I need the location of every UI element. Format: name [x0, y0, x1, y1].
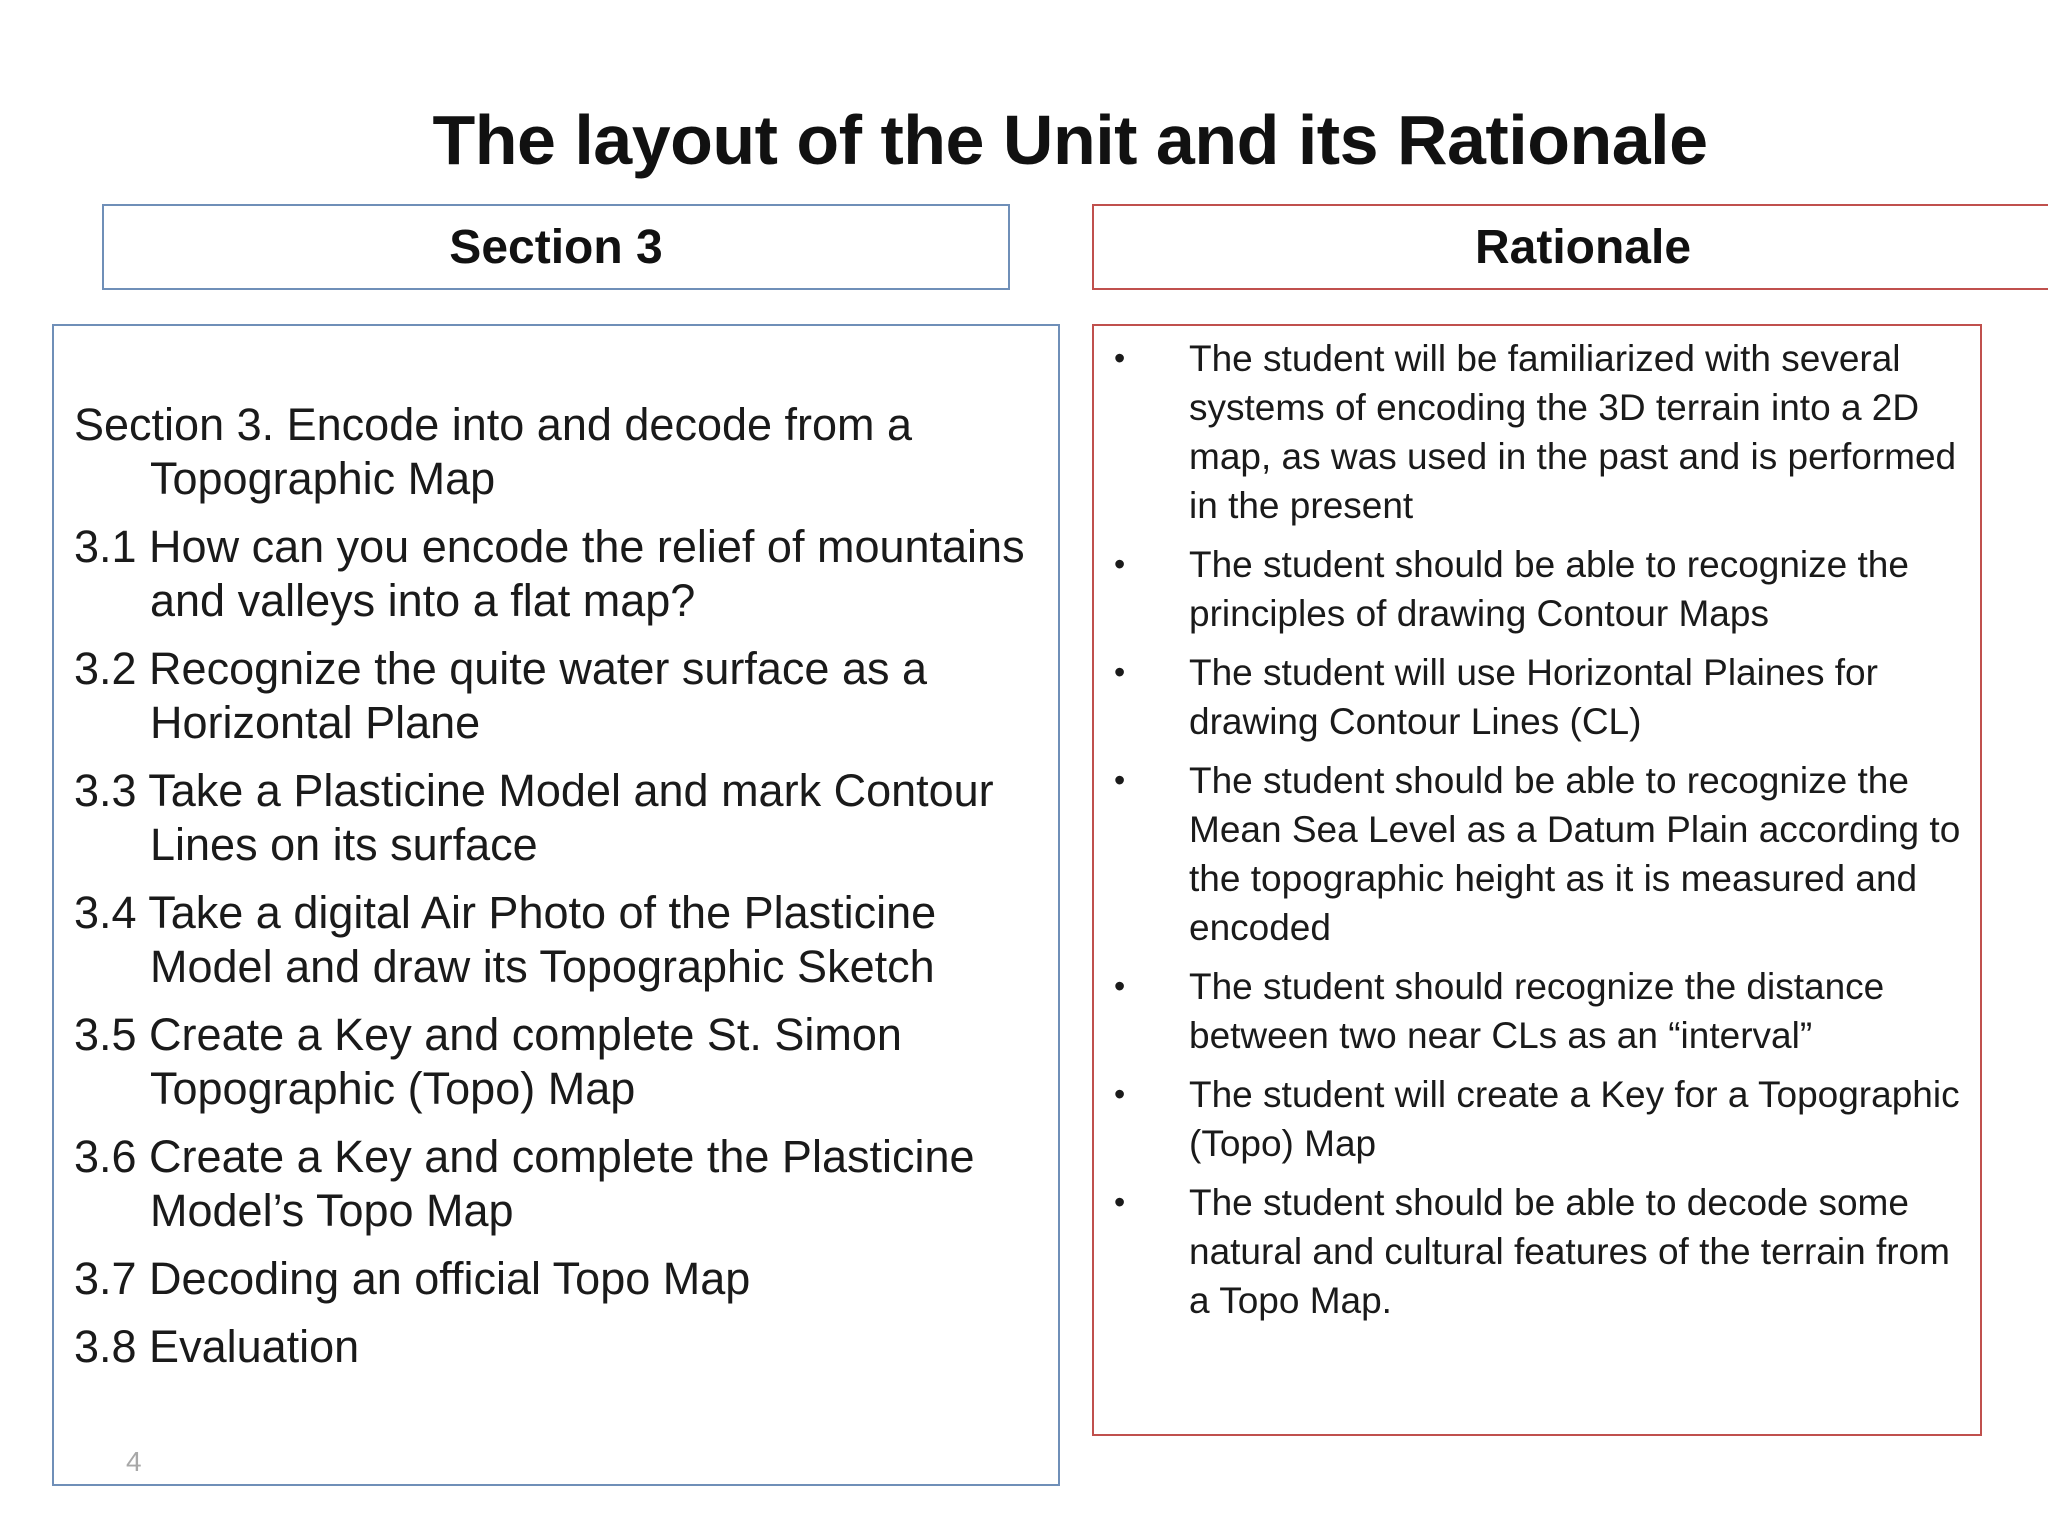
rationale-item-text: The student will be familiarized with several systems of encoding the 3D terrain into a 2D map, as was used in the past and is performed in the present [1189, 338, 1957, 526]
section-item: 3.3 Take a Plasticine Model and mark Contour Lines on its surface [74, 765, 994, 870]
rationale-item-text: The student should recognize the distance between two near CLs as an “interval” [1189, 966, 1885, 1056]
bullet-icon: • [1114, 1184, 1126, 1220]
rationale-item-text: The student should be able to decode some natural and cultural features of the terrain from a Topo Map. [1189, 1182, 1950, 1321]
bullet-icon: • [1114, 1076, 1126, 1112]
rationale-panel [1092, 324, 1982, 1436]
section-item: 3.2 Recognize the quite water surface as a Horizontal Plane [74, 643, 928, 748]
rationale-item-text: The student should be able to recognize the Mean Sea Level as a Datum Plain according to the topographic height as it is measured and encoded [1189, 760, 1961, 948]
rationale-item-text: The student will create a Key for a Topographic (Topo) Map [1189, 1074, 1960, 1164]
rationale-header-box [1092, 204, 2048, 290]
slide-title: The layout of the Unit and its Rationale [432, 101, 1708, 179]
rationale-item-text: The student will use Horizontal Plaines for drawing Contour Lines (CL) [1189, 652, 1878, 742]
rationale-item [1094, 962, 1974, 1060]
rationale-header-label: Rationale [1474, 220, 1692, 274]
rationale-item [1094, 540, 1974, 638]
section-item: 3.4 Take a digital Air Photo of the Plasticine Model and draw its Topographic Sketch [74, 887, 937, 992]
section-header-label: Section 3 [449, 220, 663, 274]
rationale-item [1094, 756, 1974, 952]
bullet-icon: • [1114, 654, 1126, 690]
section-item: Section 3. Encode into and decode from a Topographic Map [74, 399, 913, 504]
section-item: 3.1 How can you encode the relief of mountains and valleys into a flat map? [74, 521, 1025, 626]
rationale-item [1094, 1178, 1974, 1325]
rationale-list [1094, 334, 1974, 1335]
bullet-icon: • [1114, 968, 1126, 1004]
rationale-item [1094, 1070, 1974, 1168]
section-item: 3.6 Create a Key and complete the Plasticine Model’s Topo Map [74, 1131, 975, 1236]
section-list [74, 398, 1049, 1388]
rationale-item [1094, 648, 1974, 746]
section-item: 3.8 Evaluation [74, 1321, 360, 1372]
section-panel [52, 324, 1060, 1486]
section-item: 3.7 Decoding an official Topo Map [74, 1253, 751, 1304]
rationale-item [1094, 334, 1974, 530]
section-item: 3.5 Create a Key and complete St. Simon Topographic (Topo) Map [74, 1009, 902, 1114]
section-header-box [102, 204, 1010, 290]
bullet-icon: • [1114, 340, 1126, 376]
rationale-item-text: The student should be able to recognize the principles of drawing Contour Maps [1189, 544, 1909, 634]
bullet-icon: • [1114, 762, 1126, 798]
page-number: 4 [126, 1446, 142, 1477]
bullet-icon: • [1114, 546, 1126, 582]
